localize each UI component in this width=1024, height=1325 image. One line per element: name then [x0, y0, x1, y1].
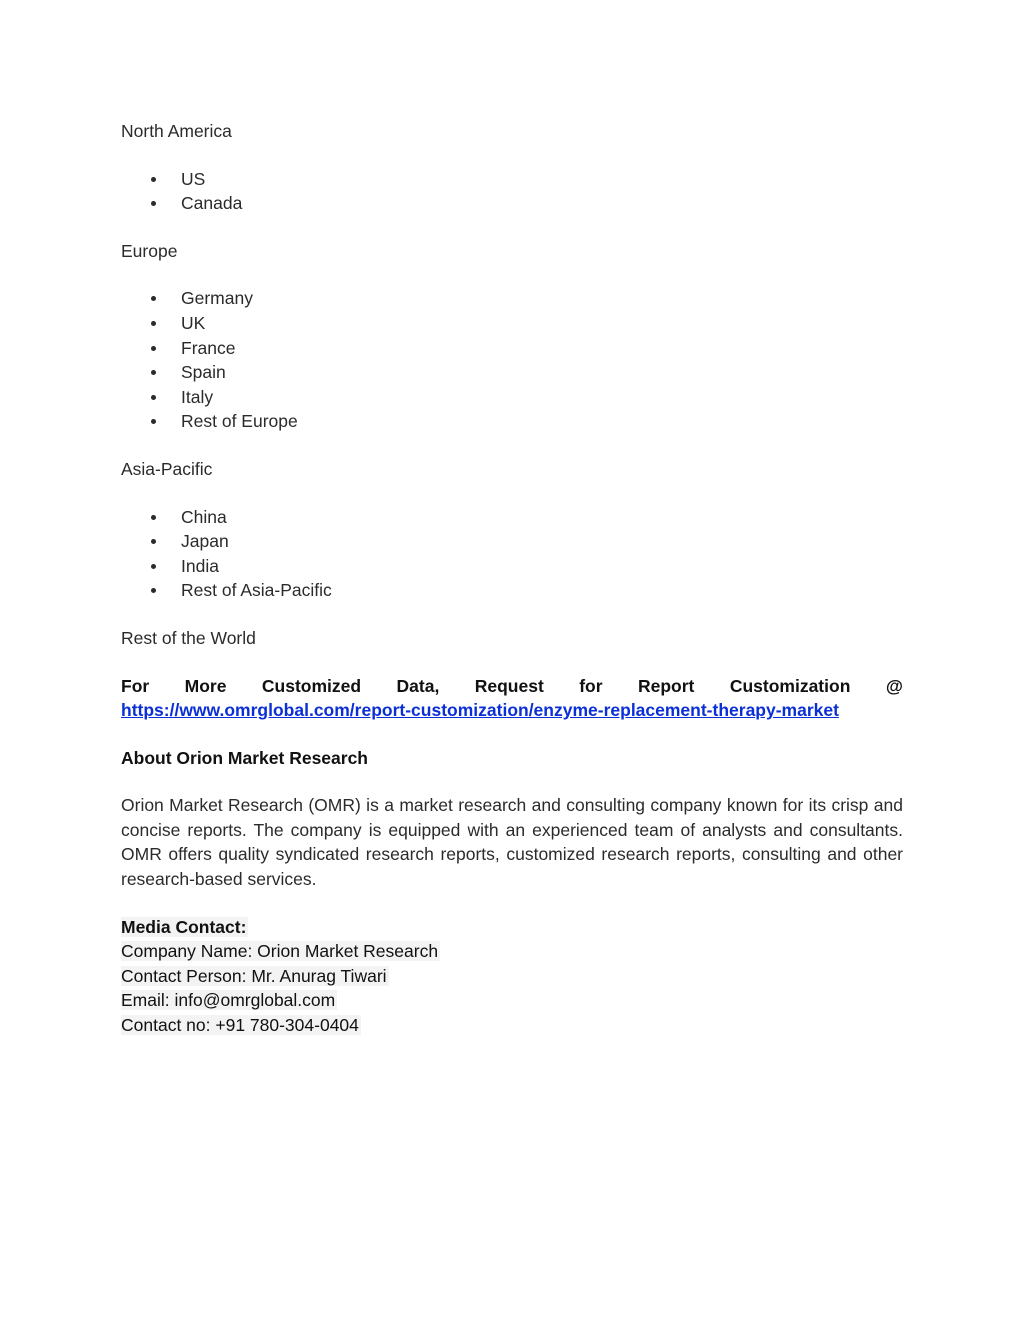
media-contact-heading-row: [121, 915, 903, 940]
contact-person: Contact Person: Mr. Anurag Tiwari: [121, 965, 387, 986]
bullet-icon: [151, 419, 156, 424]
country-label: Canada: [181, 193, 243, 214]
country-label: Rest of Europe: [181, 411, 298, 432]
cta-word: More: [184, 675, 227, 696]
region-heading-asia-pacific: Asia-Pacific: [121, 458, 213, 479]
about-body: Orion Market Research (OMR) is a market research and consulting company known for its crisp and concise reports. The company is equipped with an experienced team of analysts and consultants. OMR offers quality syndicated research reports, customized research reports, consulting and other research-based services.: [121, 795, 903, 890]
cta-word: For: [121, 675, 150, 696]
document-page: [121, 119, 903, 1038]
list-item: [121, 360, 903, 385]
contact-phone: Contact no: +91 780-304-0404: [121, 1015, 359, 1036]
country-label: US: [181, 168, 206, 189]
country-label: China: [181, 506, 227, 527]
bullet-icon: [151, 539, 156, 544]
media-contact-heading: Media Contact:: [121, 916, 247, 937]
list-item: [121, 286, 903, 311]
email-row: [121, 988, 903, 1013]
phone-row: [121, 1013, 903, 1038]
country-label: UK: [181, 312, 206, 333]
company-name-row: [121, 939, 903, 964]
contact-email: Email: info@omrglobal.com: [121, 990, 336, 1011]
company-name: Company Name: Orion Market Research: [121, 941, 439, 962]
bullet-icon: [151, 370, 156, 375]
bullet-icon: [151, 201, 156, 206]
bullet-icon: [151, 395, 156, 400]
cta-word: @: [885, 675, 903, 696]
bullet-icon: [151, 346, 156, 351]
list-item: [121, 311, 903, 336]
list-item: [121, 191, 903, 216]
customization-link[interactable]: https://www.omrglobal.com/report-customization/enzyme-replacement-therapy-market: [121, 700, 839, 721]
list-item: [121, 167, 903, 192]
spacer: [121, 651, 903, 674]
customization-prompt: [121, 674, 903, 699]
country-label: Rest of Asia-Pacific: [181, 580, 332, 601]
region-heading-europe: Europe: [121, 240, 178, 261]
list-item: [121, 385, 903, 410]
list-item: [121, 505, 903, 530]
list-item: [121, 529, 903, 554]
list-item: [121, 409, 903, 434]
list-item: [121, 554, 903, 579]
cta-word: for: [579, 675, 603, 696]
region-heading-rest-of-world: Rest of the World: [121, 627, 256, 648]
cta-word: Report: [638, 675, 695, 696]
country-label: Italy: [181, 386, 214, 407]
bullet-icon: [151, 588, 156, 593]
country-list-europe: [121, 286, 903, 434]
bullet-icon: [151, 515, 156, 520]
spacer: [121, 892, 903, 915]
cta-word: Customized: [261, 675, 362, 696]
country-label: Germany: [181, 288, 253, 309]
country-list-asia-pacific: [121, 505, 903, 603]
spacer: [121, 723, 903, 746]
list-item: [121, 336, 903, 361]
country-label: Japan: [181, 531, 229, 552]
bullet-icon: [151, 296, 156, 301]
bullet-icon: [151, 321, 156, 326]
cta-word: Data,: [396, 675, 440, 696]
list-item: [121, 578, 903, 603]
region-heading-north-america: North America: [121, 121, 232, 141]
country-label: Spain: [181, 362, 226, 383]
country-label: France: [181, 337, 236, 358]
contact-person-row: [121, 964, 903, 989]
about-heading: About Orion Market Research: [121, 747, 368, 768]
media-contact: [121, 915, 903, 1038]
spacer: [121, 770, 903, 793]
cta-word: Request: [474, 675, 544, 696]
country-list-north-america: [121, 167, 903, 216]
cta-word: Customization: [729, 675, 851, 696]
bullet-icon: [151, 564, 156, 569]
country-label: India: [181, 555, 219, 576]
bullet-icon: [151, 177, 156, 182]
